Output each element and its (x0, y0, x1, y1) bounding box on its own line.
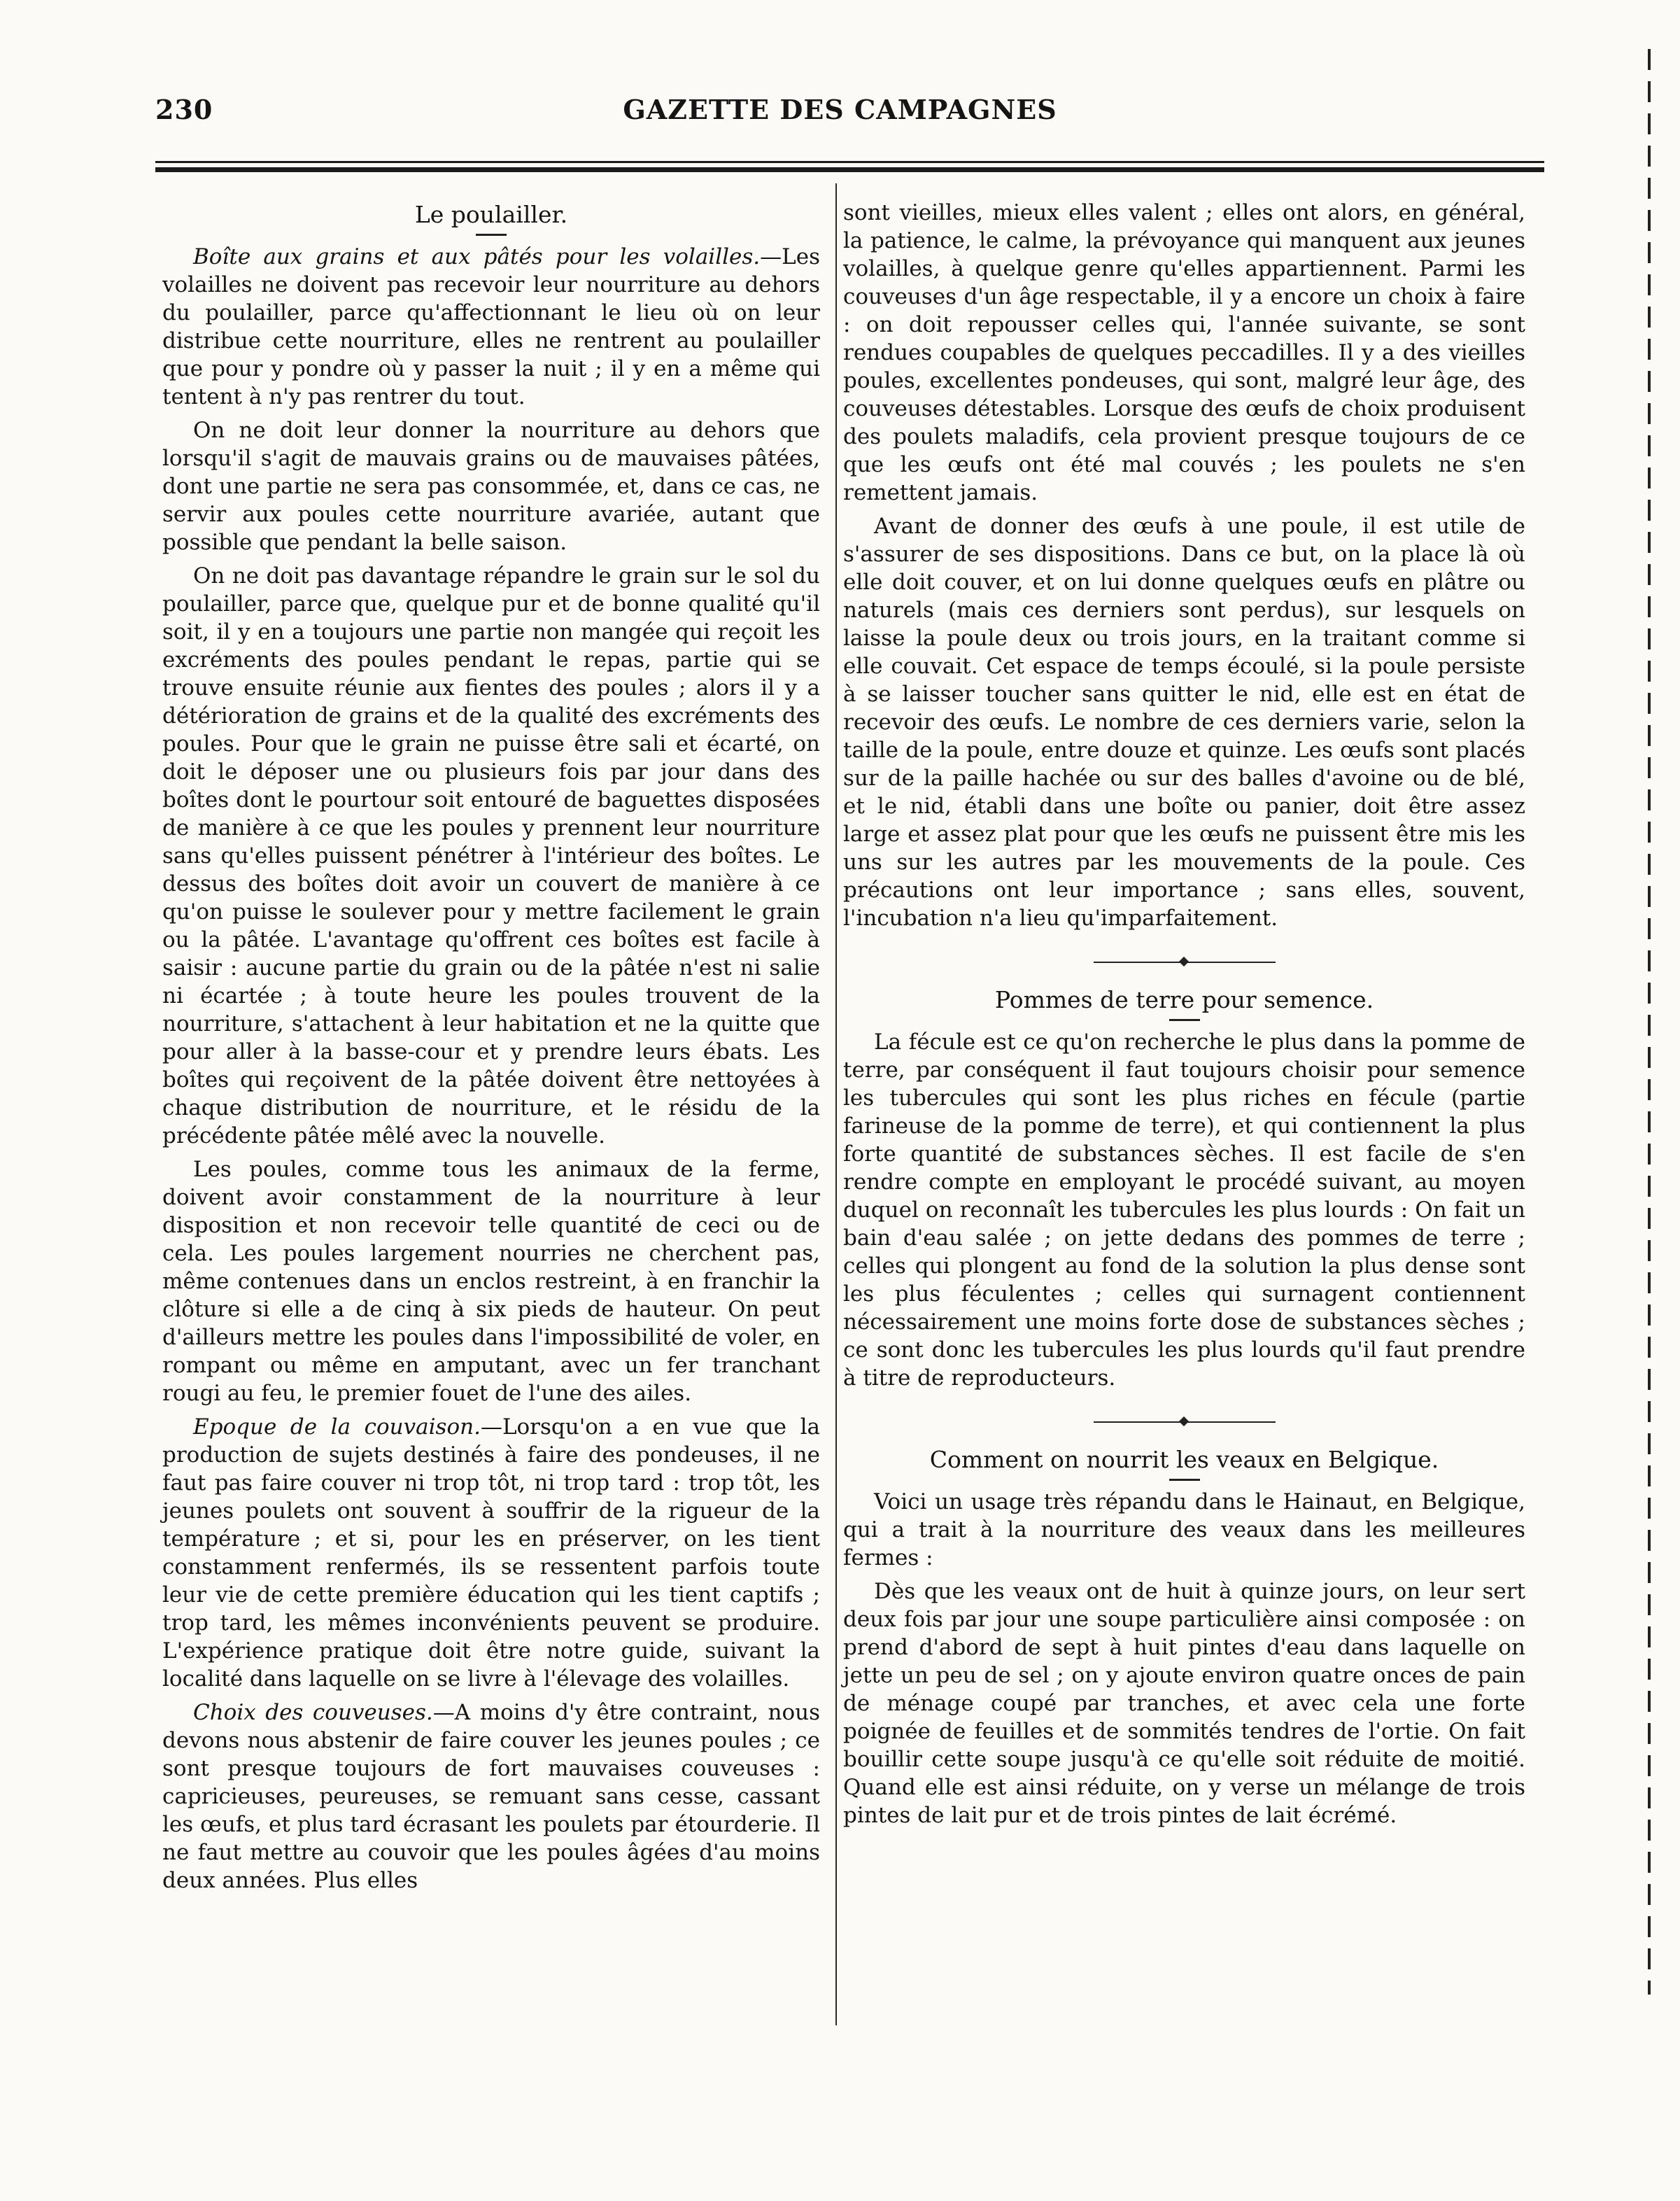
paragraph: La fécule est ce qu'on recherche le plus dans la pomme de terre, par conséquent il faut toujours choisir pour semence les tubercules qui sont les plus riches en fécule (partie farineuse de la pomme de terre), et qui contiennent la plus forte quantité de substances sèches. Il est facile de s'en rendre compte en employant le procédé suivant, au moyen duquel on reconnaît les tubercules les plus lourds : On fait un bain d'eau salée ; on jette dedans des pommes de terre ; celles qui plongent au fond de la solution la plus dense sont les plus féculentes ; celles qui surnagent contiennent nécessairement une moins forte dose de substances sèches ; ce sont donc les tubercules les plus lourds qu'il faut prendre à titre de reproducteurs. (843, 1029, 1525, 1391)
paragraph (162, 243, 820, 411)
page-number: 230 (155, 94, 213, 125)
paragraph: On ne doit pas davantage répandre le grain sur le sol du poulailler, parce que, quelque pur et de bonne qualité qu'il soit, il y en a toujours une partie non mangée qui reçoit les excréments des poules pendant le repas, partie qui se trouve ensuite réunie aux fientes des poules ; alors il y a détérioration de grains et de la qualité des excréments des poules. Pour que le grain ne puisse être sali et écarté, on doit le déposer une ou plusieurs fois par jour dans des boîtes dont le pourtour soit entouré de baguettes disposées de manière à ce que les poules y prennent leur nourriture sans qu'elles puissent pénétrer à l'intérieur des boîtes. Le dessus des boîtes doit avoir un couvert de manière à ce qu'on puisse le soulever pour y mettre facilement le grain ou la pâtée. L'avantage qu'offrent ces boîtes est facile à saisir : aucune partie du grain ou de la pâtée n'est ni salie ni écartée ; à toute heure les poules trouvent de la nourriture, s'attachent à leur habitation et ne la quitte que pour aller à la basse-cour et y prendre leurs ébats. Les boîtes qui reçoivent de la pâtée doivent être nettoyées à chaque distribution de nourriture, et le résidu de la précédente pâtée mêlé avec la nouvelle. (162, 563, 820, 1148)
section-lead: Boîte aux grains et aux pâtés pour les volailles. (193, 244, 761, 269)
paragraph-text: —A moins d'y être contraint, nous devons nous abstenir de faire couver les jeunes poules ; ce sont presque toujours de fort mauvaises couveuses : capricieuses, peureuses, se remuant sans cesse, cassant les œufs, et plus tard écrasant les poulets par étourderie. Il ne faut mettre au couvoir que les poules âgées d'au moins deux années. Plus elles (162, 1700, 820, 1893)
article-heading-pommes: Pommes de terre pour semence. (994, 986, 1374, 1013)
left-column (162, 199, 820, 1900)
header-rule-thick (155, 167, 1544, 172)
section-separator (1094, 1420, 1276, 1424)
paragraph (162, 1413, 820, 1693)
right-column (843, 199, 1525, 1835)
paragraph: sont vieilles, mieux elles valent ; elles ont alors, en général, la patience, le calme, la prévoyance qui manquent aux jeunes volailles, à quelque genre qu'elles appartiennent. Parmi les couveuses d'un âge respectable, il y a encore un choix à faire : on doit repousser celles qui, l'année suivante, se sont rendues coupables de quelques peccadilles. Il y a des vieilles poules, excellentes pondeuses, qui sont, malgré leur âge, des couveuses détestables. Lorsque des œufs de choix produisent des poulets maladifs, cela provient presque toujours de ce que les œufs ont été mal couvés ; les poulets ne s'en remettent jamais. (843, 200, 1525, 505)
article-heading-veaux: Comment on nourrit les veaux en Belgique. (929, 1446, 1439, 1473)
heading-dash (476, 234, 507, 236)
paragraph-text: —Les volailles ne doivent pas recevoir leur nourriture au dehors du poulailler, parce qu'affectionnant le lieu où on leur distribue cette nourriture, elles ne rentrent au poulailler que pour y pondre où y passer la nuit ; il y en a même qui tentent à n'y pas rentrer du tout. (162, 244, 820, 409)
paragraph: On ne doit leur donner la nourriture au dehors que lorsqu'il s'agit de mauvais grains ou de mauvaises pâtées, dont une partie ne sera pas consommée, et, dans ce cas, ne servir aux poules cette nourriture avariée, autant que possible que pendant la belle saison. (162, 418, 820, 555)
paragraph: Dès que les veaux ont de huit à quinze jours, on leur sert deux fois par jour une soupe particulière ainsi composée : on prend d'abord de sept à huit pintes d'eau dans laquelle on jette un peu de sel ; on y ajoute environ quatre onces de pain de ménage coupé par tranches, et avec cela une forte poignée de feuilles et de sommités tendres de l'ortie. On fait bouillir cette soupe jusqu'à ce qu'elle soit réduite de moitié. Quand elle est ainsi réduite, on y verse un mélange de trois pintes de lait pur et de trois pintes de lait écrémé. (843, 1579, 1525, 1828)
paragraph: Voici un usage très répandu dans le Hainaut, en Belgique, qui a trait à la nourriture des veaux dans les meilleures fermes : (843, 1489, 1525, 1570)
section-lead: Choix des couveuses. (193, 1700, 433, 1725)
section-separator (1094, 960, 1276, 964)
running-head: GAZETTE DES CAMPAGNES (623, 94, 1057, 125)
heading-dash (1169, 1019, 1200, 1021)
paragraph (162, 1699, 820, 1894)
paragraph-text: —Lorsqu'on a en vue que la production de sujets destinés à faire des pondeuses, il ne faut pas faire couver ni trop tôt, ni trop tard : trop tôt, les jeunes poulets ont souvent à souffrir de la rigueur de la température ; et si, pour les en préserver, on les tient constamment renfermés, ils se ressentent parfois toute leur vie de cette première éducation qui les tient captifs ; trop tard, les mêmes inconvénients peuvent se produire. L'expérience pratique doit être notre guide, suivant la localité dans laquelle on se livre à l'élevage des volailles. (162, 1414, 820, 1692)
page-edge-artifacts (1575, 0, 1680, 2201)
header-rule (155, 161, 1544, 163)
heading-dash (1169, 1479, 1200, 1481)
article-heading-poulailler: Le poulailler. (414, 201, 568, 228)
paragraph: Avant de donner des œufs à une poule, il est utile de s'assurer de ses dispositions. Dans ce but, on la place là où elle doit couver, et on lui donne quelques œufs en plâtre ou naturels (mais ces derniers sont perdus), sur lesquels on laisse la poule deux ou trois jours, en la traitant comme si elle couvait. Cet espace de temps écoulé, si la poule persiste à se laisser toucher sans quitter le nid, elle est en état de recevoir des œufs. Le nombre de ces derniers varie, selon la taille de la poule, entre douze et quinze. Les œufs sont placés sur de la paille hachée ou sur des balles d'avoine ou de blé, et le nid, établi dans une boîte ou panier, doit être assez large et assez plat pour que les œufs ne puissent être mis les uns sur les autres par les mouvements de la poule. Ces précautions ont leur importance ; sans elles, souvent, l'incubation n'a lieu qu'imparfaitement. (843, 514, 1525, 931)
section-lead: Epoque de la couvaison. (193, 1414, 481, 1440)
column-divider (835, 183, 837, 2025)
paragraph: Les poules, comme tous les animaux de la ferme, doivent avoir constamment de la nourriture à leur disposition et non recevoir telle quantité de ceci ou de cela. Les poules largement nourries ne cherchent pas, même contenues dans un enclos restreint, à en franchir la clôture si elle a de cinq à six pieds de hauteur. On peut d'ailleurs mettre les poules dans l'impossibilité de voler, en rompant ou même en amputant, avec un fer tranchant rougi au feu, le premier fouet de l'une des ailes. (162, 1157, 820, 1406)
